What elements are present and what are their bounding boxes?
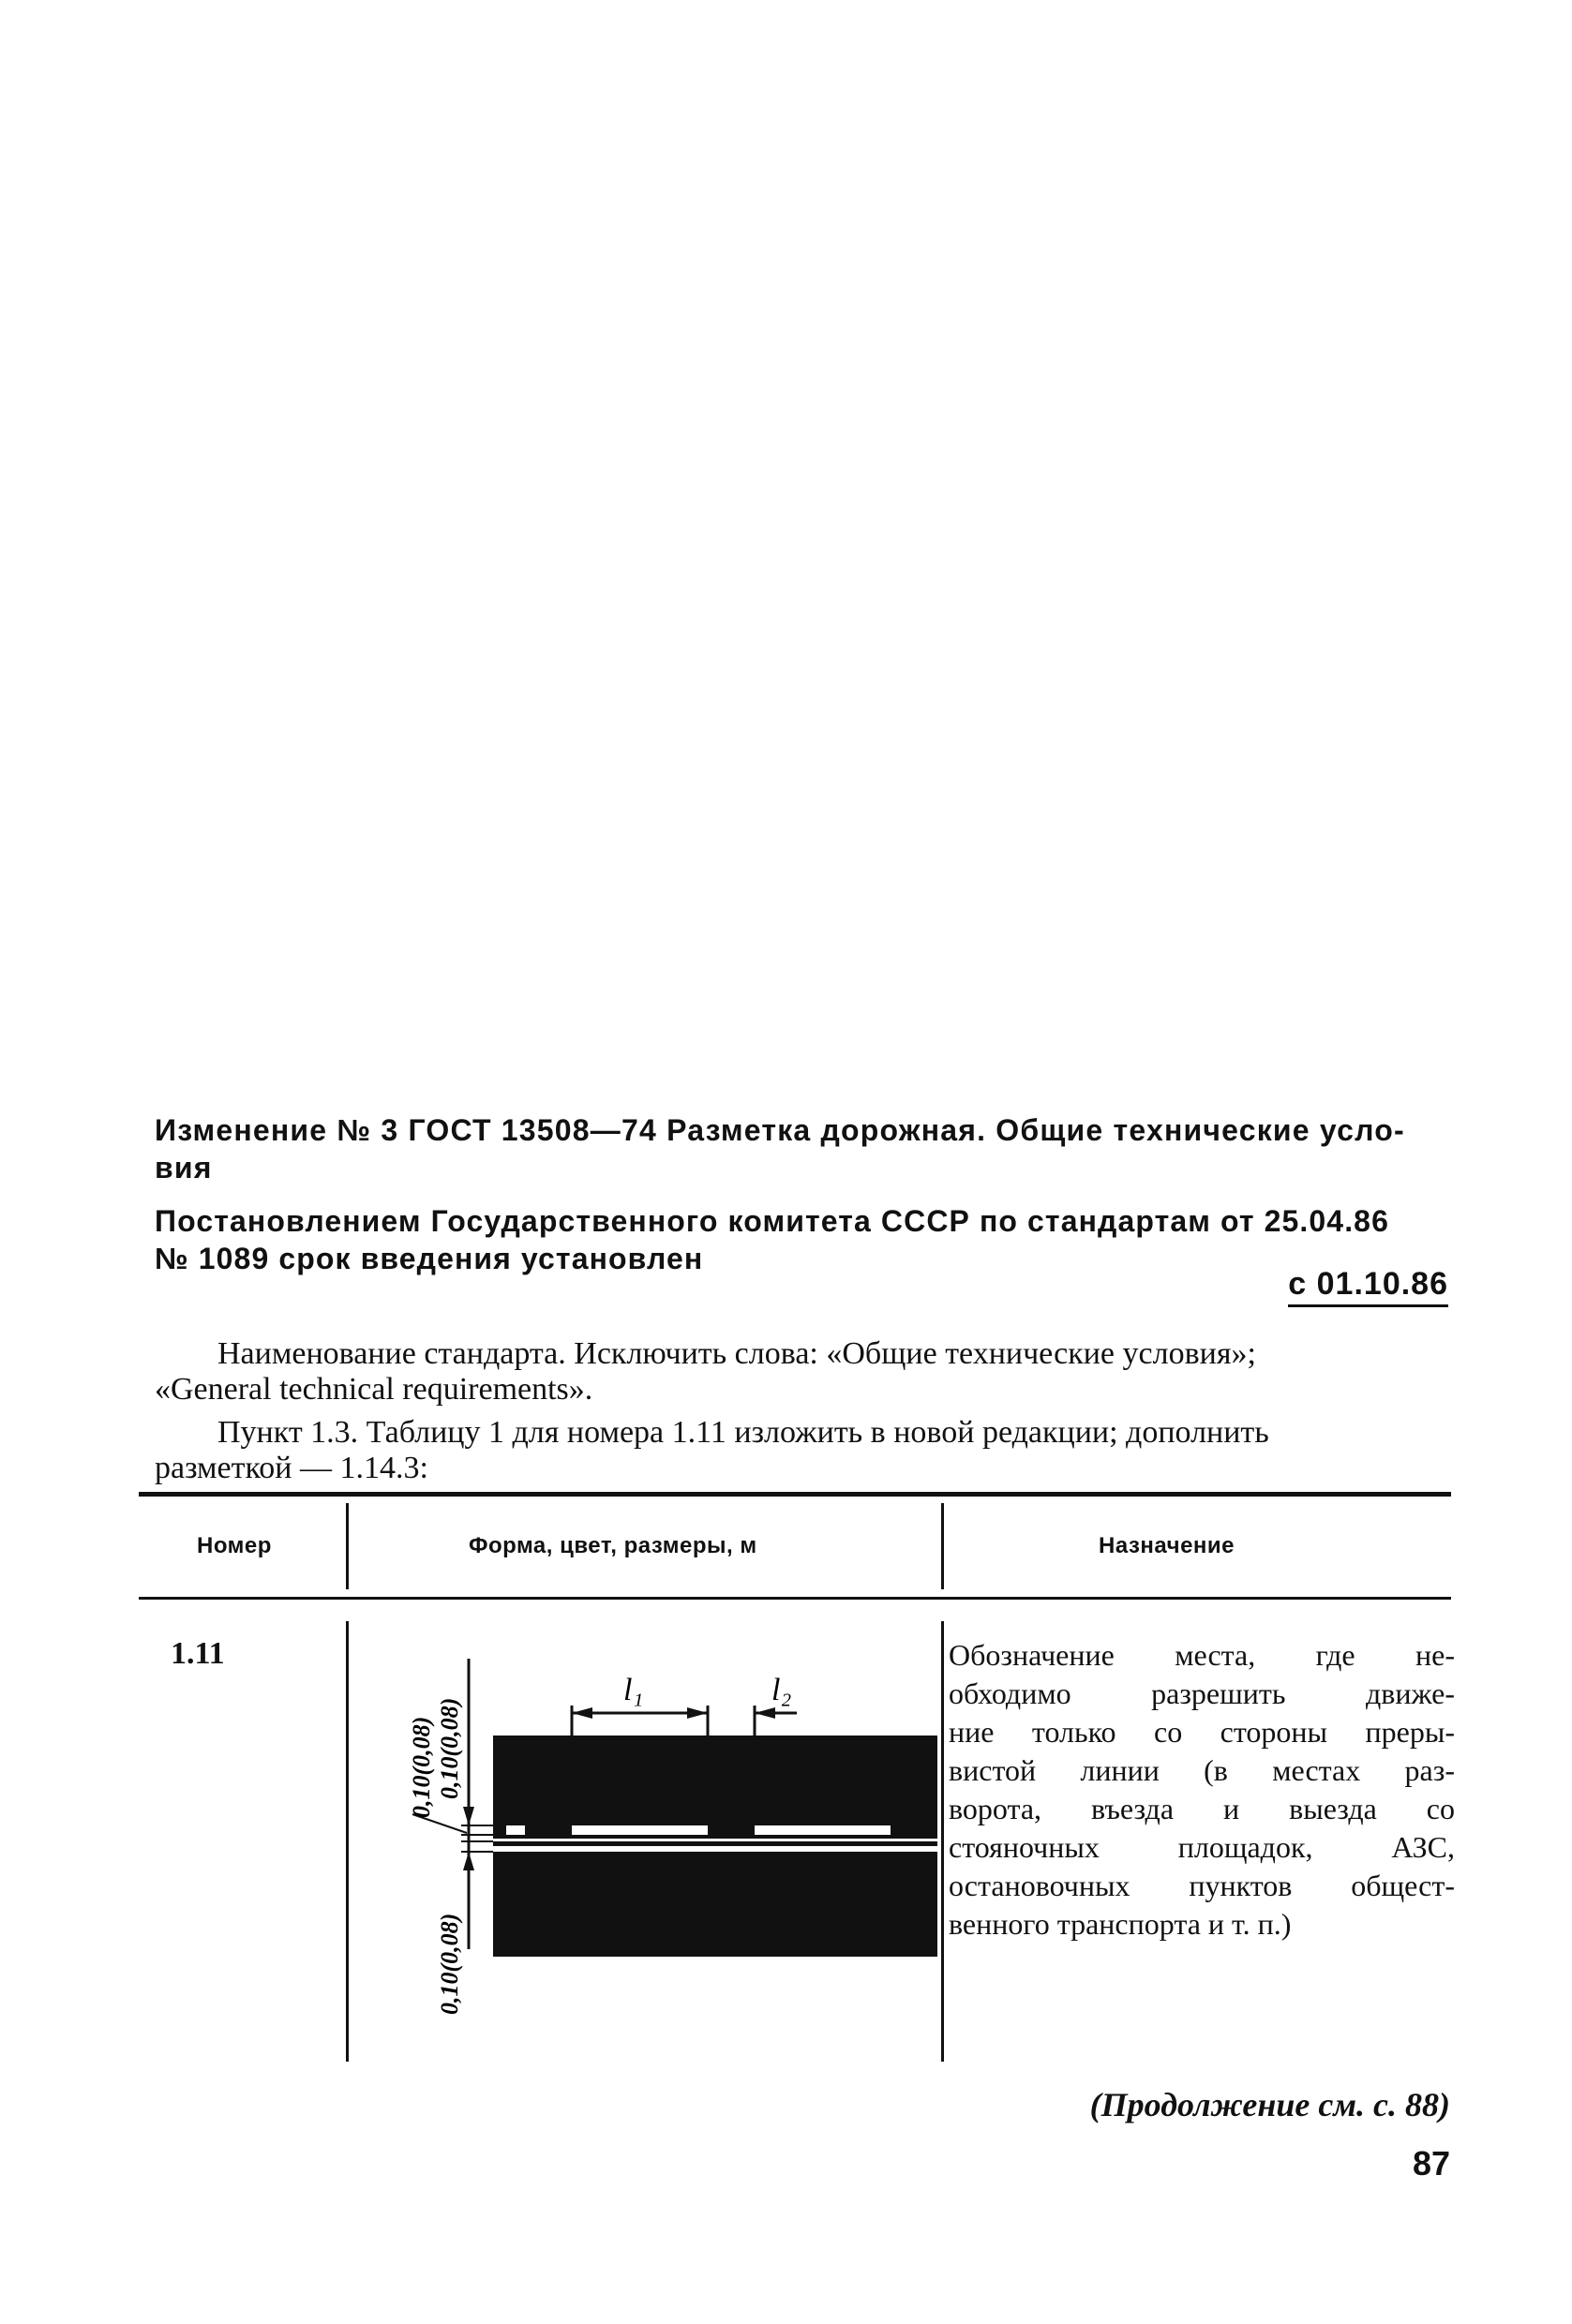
column-divider — [346, 1621, 349, 2062]
header-form: Форма, цвет, размеры, м — [469, 1533, 757, 1558]
arrow-icon — [572, 1707, 592, 1719]
column-divider — [941, 1503, 944, 1589]
table-top-rule — [139, 1492, 1451, 1497]
dash-segment — [755, 1825, 891, 1835]
paragraph-clause: Пункт 1.3. Таблицу 1 для номера 1.11 изложить в новой редакции; дополнить — [217, 1415, 1269, 1450]
purpose-line: вистой линии (в местах раз- — [949, 1753, 1455, 1787]
dash-segment — [572, 1825, 708, 1835]
purpose-line: остановочных пунктов общест- — [949, 1869, 1455, 1902]
purpose-line: венного транспорта и т. п.) — [949, 1907, 1292, 1941]
dash-segment — [506, 1825, 525, 1835]
paragraph-standard-name: Наименование стандарта. Исключить слова: «Общие технические условия»; — [217, 1336, 1256, 1371]
header-purpose: Назначение — [1099, 1533, 1235, 1558]
road-surface-lower — [493, 1852, 937, 1957]
cell-number: 1.11 — [171, 1636, 225, 1671]
arrow-icon — [463, 1852, 474, 1870]
effective-date: с 01.10.86 — [1288, 1266, 1448, 1307]
arrow-icon — [687, 1707, 708, 1719]
purpose-line: ворота, въезда и выезда со — [949, 1792, 1455, 1825]
purpose-line: стояночных площадок, АЗС, — [949, 1830, 1455, 1864]
paragraph-clause-continued: разметкой — 1.14.3: — [155, 1451, 428, 1485]
marking-diagram — [356, 1631, 937, 2043]
decree-line-continued: № 1089 срок введения установлен — [155, 1242, 704, 1275]
label-l1: l₁ — [623, 1673, 644, 1707]
arrow-icon — [755, 1707, 775, 1719]
purpose-line: ние только со стороны преры- — [949, 1715, 1455, 1749]
column-divider — [941, 1621, 944, 2062]
dimension-label-2: 0,10(0,08) — [436, 1697, 463, 1799]
table-header-rule — [139, 1597, 1451, 1600]
road-surface-upper — [493, 1736, 937, 1839]
purpose-line: обходимо разрешить движе- — [949, 1676, 1455, 1710]
page-number: 87 — [1412, 2144, 1450, 2182]
arrow-icon — [463, 1807, 474, 1825]
continuation-note: (Продолжение см. с. 88) — [1089, 2086, 1450, 2123]
dimension-label-3: 0,10(0,08) — [436, 1913, 463, 2015]
cell-purpose — [949, 1636, 1455, 1944]
purpose-line: Обозначение места, где не- — [949, 1638, 1455, 1672]
separation-stripe — [493, 1841, 937, 1846]
dimension-label-1: 0,10(0,08) — [408, 1716, 435, 1818]
paragraph-standard-name-continued: «General technical requirements». — [155, 1372, 593, 1407]
column-divider — [346, 1503, 349, 1589]
label-l2: l₂ — [771, 1673, 792, 1707]
decree-line: Постановлением Государственного комитета СССР по стандартам от 25.04.86 — [155, 1204, 1389, 1238]
title-line: Изменение № 3 ГОСТ 13508—74 Разметка дорожная. Общие технические усло- — [155, 1113, 1405, 1147]
header-number: Номер — [197, 1533, 272, 1558]
title-line-continued: вия — [155, 1151, 213, 1184]
